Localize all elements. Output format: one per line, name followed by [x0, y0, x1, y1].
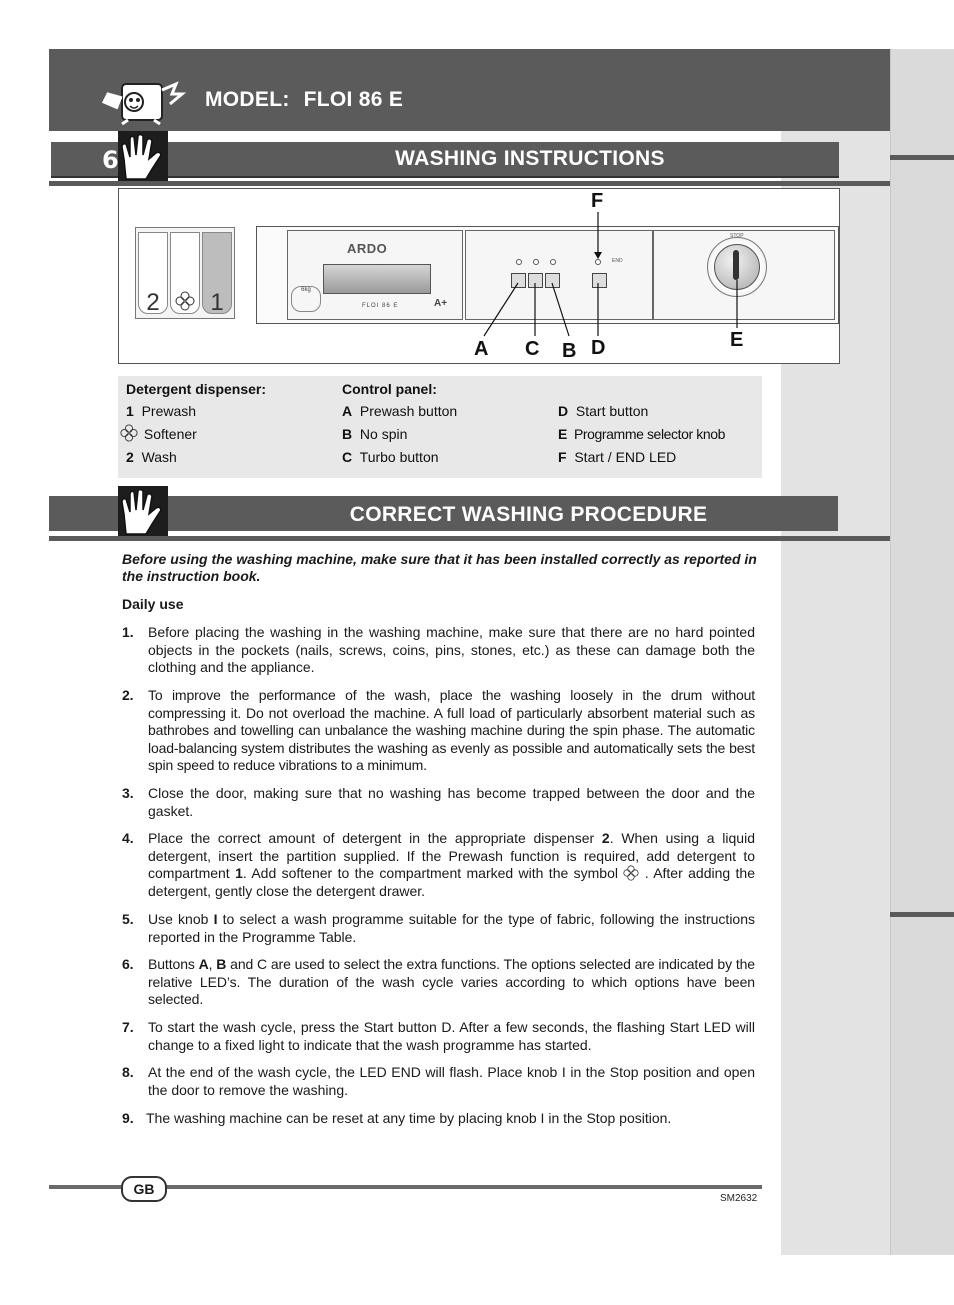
legend-key: F	[558, 449, 567, 465]
legend-item	[558, 449, 676, 465]
led-end-label: END	[612, 258, 623, 264]
turbo-button[interactable]	[545, 273, 560, 288]
list-item	[122, 956, 755, 1009]
knob-indicator	[733, 250, 739, 280]
text-run: . Add softener to the compartment marked with the symbol	[242, 865, 624, 882]
legend-key: D	[558, 403, 569, 419]
legend-key: 2	[126, 449, 134, 465]
section-title: WASHING INSTRUCTIONS	[395, 147, 665, 170]
callout-e: E	[730, 329, 744, 351]
brand-logo: ARDO	[347, 241, 388, 256]
dispenser-compartment-wash	[138, 232, 168, 314]
compartment-number: 2	[146, 289, 160, 316]
list-text	[148, 911, 755, 946]
list-number: 2.	[122, 687, 134, 703]
list-number: 1.	[122, 624, 134, 640]
legend-label: Start / END LED	[574, 449, 677, 465]
list-number: 4.	[122, 830, 134, 846]
text-run: Use knob	[148, 911, 214, 927]
list-number: 7.	[122, 1019, 134, 1035]
capacity-badge	[291, 286, 321, 312]
dispenser-compartment-softener	[170, 232, 200, 314]
legend-label: Softener	[143, 426, 197, 442]
legend-label: Wash	[141, 449, 177, 465]
legend-label: Programme selector knob	[573, 426, 726, 442]
legend-label: Turbo button	[359, 449, 439, 465]
margin-rule	[890, 155, 954, 160]
text-run: to select a wash programme suitable for the type of fabric, following the instructions reported in the Programme Table.	[148, 911, 755, 945]
hand-icon-box	[118, 486, 168, 538]
led-prewash	[516, 259, 522, 265]
legend-item	[558, 426, 725, 442]
list-number: 6.	[122, 956, 134, 972]
dispenser-compartment-prewash	[202, 232, 232, 314]
callout-f: F	[591, 190, 604, 212]
legend-heading-control: Control panel:	[342, 381, 437, 397]
lcd-display	[323, 264, 431, 294]
capacity-text: 6kg	[301, 287, 311, 293]
legend-item	[126, 449, 177, 465]
text-run: . When using a liquid detergent, insert the partition supplied. If the Prewash function is required, add detergent to compartment	[148, 830, 755, 882]
list-text	[148, 956, 755, 1009]
legend-key: C	[342, 449, 353, 465]
list-item	[122, 830, 755, 900]
legend-label: Prewash button	[359, 403, 458, 419]
margin-rule	[890, 912, 954, 917]
led-nospin	[533, 259, 539, 265]
led-turbo	[550, 259, 556, 265]
legend-item	[126, 403, 196, 419]
list-number: 5.	[122, 911, 134, 927]
start-button[interactable]	[592, 273, 607, 288]
led-start-end	[595, 259, 601, 265]
margin-strip	[890, 49, 954, 1255]
list-number: 3.	[122, 785, 134, 801]
list-item	[122, 624, 755, 677]
list-item	[122, 785, 755, 820]
intro-paragraph: Before using the washing machine, make sure that it has been installed correctly as reported in the instruction book.	[122, 551, 757, 584]
list-text	[148, 830, 755, 900]
text-run: and C are used to select the extra functions. The options selected are indicated by the relative LED’s. The duration of the wash cycle varies according to which options have been selected.	[148, 956, 755, 1008]
text-run: ,	[208, 956, 217, 972]
legend-label: No spin	[359, 426, 408, 442]
list-text: The washing machine can be reset at any time by placing knob I in the Stop position.	[146, 1110, 672, 1126]
text-run: Place the correct amount of detergent in the appropriate dispenser	[148, 830, 602, 846]
text-run: . After adding the detergent, gently close the detergent drawer.	[148, 865, 755, 899]
legend-key: A	[342, 403, 353, 419]
panel-model-label: FLOI 86 E	[362, 303, 399, 309]
list-text: To improve the performance of the wash, place the washing loosely in the drum without compressing it. Do not overload the machine. A full load of particularly absorbent material such as bathrobes and towelling can unbalance the washing machine during the spin phase. The automatic load-balancing system distributes the washing as evenly as possible and automatically sets the best spin speed to reduce vibrations to a minimum.	[148, 687, 755, 774]
legend-key: B	[342, 426, 353, 442]
list-item	[122, 1110, 755, 1128]
document-code: SM2632	[720, 1193, 758, 1204]
text-run: Buttons	[148, 956, 199, 972]
text-bold: 2	[601, 830, 610, 846]
subheading-daily-use: Daily use	[122, 596, 184, 612]
flower-icon	[120, 424, 138, 442]
section-title: CORRECT WASHING PROCEDURE	[349, 503, 708, 526]
prewash-button[interactable]	[511, 273, 526, 288]
text-bold: 1	[235, 865, 243, 882]
list-number: 9.	[122, 1110, 134, 1126]
divider	[49, 536, 890, 541]
text-bold: B	[216, 956, 227, 972]
legend-label: Start button	[575, 403, 649, 419]
compartment-number: 1	[210, 289, 224, 316]
callout-c: C	[525, 338, 540, 360]
hand-icon	[118, 131, 168, 183]
legend-item	[342, 403, 457, 419]
list-item	[122, 1019, 755, 1054]
list-text: At the end of the wash cycle, the LED END will flash. Place knob I in the Stop position and open the door to remove the washing.	[148, 1064, 755, 1098]
list-item	[122, 687, 755, 775]
detergent-dispenser	[135, 227, 235, 319]
model-value: FLOI 86 E	[303, 88, 404, 111]
list-item	[122, 911, 755, 946]
legend-key: E	[558, 426, 567, 442]
legend-item	[558, 403, 648, 419]
knob-stop-label: STOP	[730, 233, 744, 239]
text-bold: I	[213, 911, 218, 927]
hand-icon-box	[118, 131, 168, 183]
model-label: MODEL:	[205, 88, 290, 111]
energy-class: A+	[434, 298, 448, 309]
list-text: Before placing the washing in the washing machine, make sure that there are no hard pointed objects in the pockets (nails, screws, coins, pins, stones, etc.) as these can damage both the clothing and the appliance.	[148, 624, 755, 676]
divider	[49, 181, 890, 186]
hand-icon	[118, 486, 168, 538]
legend-item	[342, 426, 407, 442]
section-bar-washing-instructions	[51, 142, 839, 178]
mascot-washer-icon	[100, 78, 188, 126]
page-number: 6	[102, 146, 119, 174]
flower-icon	[623, 865, 639, 881]
legend-item	[342, 449, 439, 465]
text-bold: A	[198, 956, 209, 972]
list-text: To start the wash cycle, press the Start button D. After a few seconds, the flashing Start LED will change to a fixed light to indicate that the wash programme has started.	[148, 1019, 755, 1053]
model-title	[205, 88, 403, 112]
list-number: 8.	[122, 1064, 134, 1080]
list-item	[122, 1064, 755, 1099]
language-badge: GB	[121, 1176, 167, 1202]
callout-b: B	[562, 340, 577, 362]
legend-item	[120, 424, 197, 442]
callout-a: A	[474, 338, 489, 360]
flower-icon	[175, 291, 195, 311]
legend-heading-dispenser: Detergent dispenser:	[126, 381, 267, 397]
legend-box	[118, 376, 762, 478]
callout-d: D	[591, 337, 606, 359]
list-text: Close the door, making sure that no washing has become trapped between the door and the gasket.	[148, 785, 755, 819]
legend-key: 1	[126, 403, 134, 419]
nospin-button[interactable]	[528, 273, 543, 288]
legend-label: Prewash	[141, 403, 197, 419]
